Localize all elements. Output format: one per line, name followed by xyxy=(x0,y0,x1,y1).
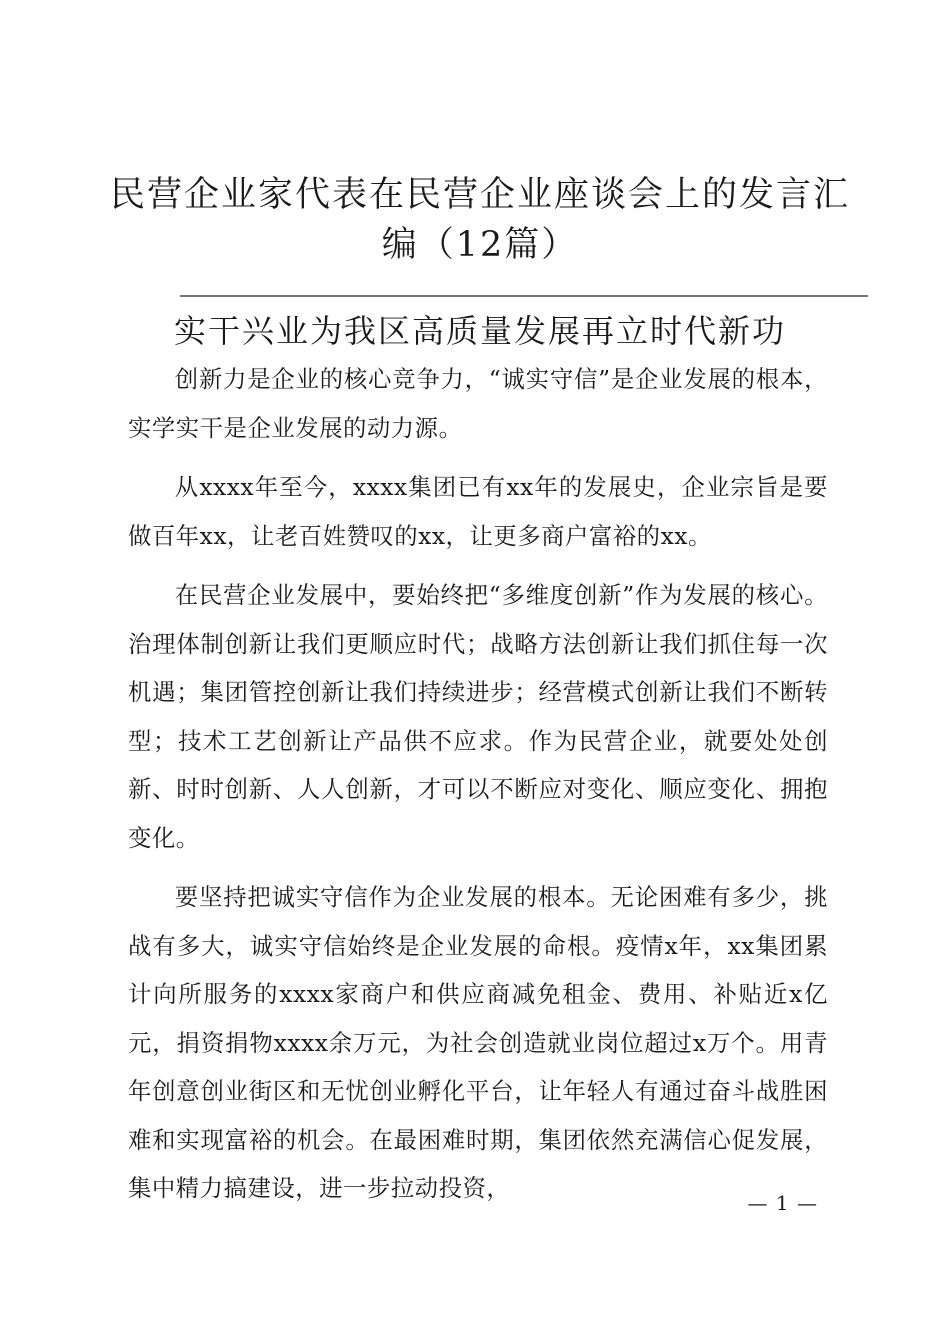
body-paragraph: 在民营企业发展中，要始终把“多维度创新”作为发展的核心。治理体制创新让我们更顺应时代；战略方法创新让我们抓住每一次机遇；集团管控创新让我们持续进步；经营模式创新让我们不断转型；技术工艺创新让产品供不应求。作为民营企业，就要处处创新、时时创新、人人创新，才可以不断应对变化、顺应变化、拥抱变化。 xyxy=(128,581,828,852)
body-paragraph: 创新力是企业的核心竞争力，“诚实守信”是企业发展的根本，实学实干是企业发展的动力源。 xyxy=(128,365,828,442)
page-number: — 1 — xyxy=(747,1191,818,1215)
document-body xyxy=(128,355,828,1224)
section-heading: 实干兴业为我区高质量发展再立时代新功 xyxy=(173,312,786,350)
body-paragraph: 从xxxx年至今，xxxx集团已有xx年的发展史，企业宗旨是要做百年xx，让老百姓赞叹的xx，让更多商户富裕的xx。 xyxy=(128,473,828,550)
title-divider xyxy=(180,295,868,297)
document-title: 民营企业家代表在民营企业座谈会上的发言汇编（12篇） xyxy=(109,175,850,265)
body-paragraph: 要坚持把诚实守信作为企业发展的根本。无论困难有多少，挑战有多大，诚实守信始终是企业发展的命根。疫情x年，xx集团累计向所服务的xxxx家商户和供应商减免租金、费用、补贴近x亿元，捐资捐物xxxx余万元，为社会创造就业岗位超过x万个。用青年创意创业街区和无忧创业孵化平台，让年轻人有通过奋斗战胜困难和实现富裕的机会。在最困难时期，集团依然充满信心促发展，集中精力搞建设，进一步拉动投资， xyxy=(128,883,828,1202)
